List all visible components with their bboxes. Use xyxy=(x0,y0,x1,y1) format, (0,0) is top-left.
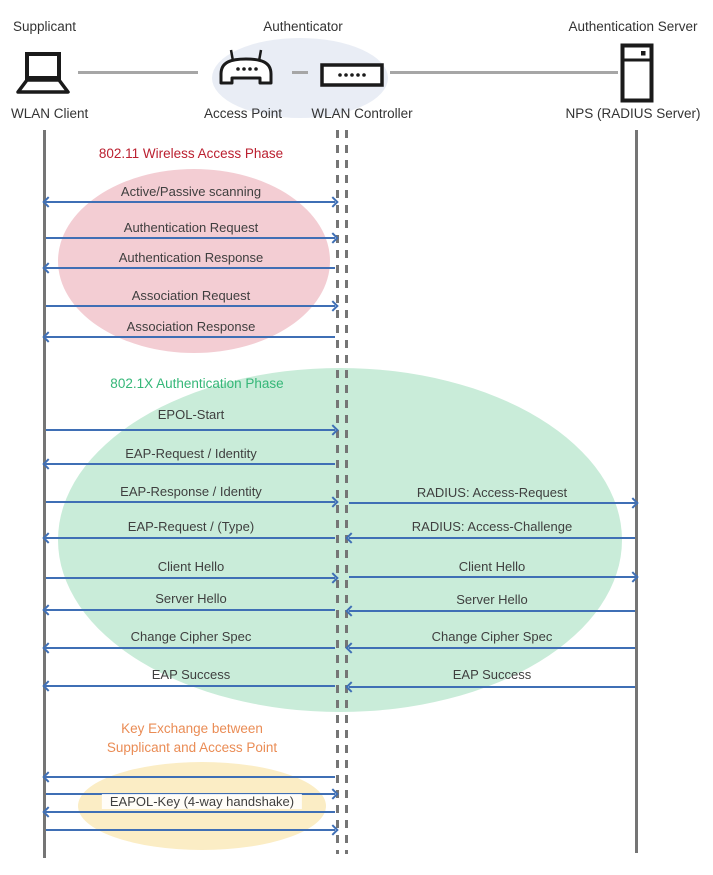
role-label-supplicant: Supplicant xyxy=(13,19,77,34)
message-arrow-right xyxy=(46,237,335,239)
message-arrow-right xyxy=(46,829,335,831)
message-arrow-left xyxy=(46,685,335,687)
message-arrow-both xyxy=(46,201,335,203)
message-arrow-left xyxy=(46,609,335,611)
message-arrow-left xyxy=(46,537,335,539)
message-label: EAP-Request / (Type) xyxy=(127,519,255,534)
role-label-authentication-server: Authentication Server xyxy=(568,19,698,34)
message-label: Change Cipher Spec xyxy=(431,629,553,644)
message-label: Client Hello xyxy=(157,559,225,574)
device-label-nps-radius-server: NPS (RADIUS Server) xyxy=(565,106,701,121)
message-arrow-left xyxy=(46,647,335,649)
message-label: EPOL-Start xyxy=(157,407,225,422)
message-arrow-left xyxy=(349,610,635,612)
lifeline-controller-right xyxy=(345,130,348,854)
message-label: Server Hello xyxy=(456,592,528,607)
device-label-access-point: Access Point xyxy=(203,106,283,121)
phase3-title-line1: Key Exchange between xyxy=(121,721,263,736)
message-label: EAP Success xyxy=(151,667,231,682)
message-arrow-left xyxy=(46,336,335,338)
message-arrow-left xyxy=(349,537,635,539)
phase2-title: 802.1X Authentication Phase xyxy=(110,376,284,391)
message-arrow-right xyxy=(46,577,335,579)
message-label: Change Cipher Spec xyxy=(130,629,252,644)
laptop-icon xyxy=(10,51,76,96)
message-arrow-right xyxy=(349,502,635,504)
connector-line xyxy=(292,71,308,74)
message-label: RADIUS: Access-Challenge xyxy=(411,519,573,534)
message-label: Authentication Response xyxy=(118,250,264,265)
message-label: EAPOL-Key (4-way handshake) xyxy=(102,794,302,809)
message-arrow-left xyxy=(46,776,335,778)
message-label: Authentication Request xyxy=(123,220,259,235)
message-label: Client Hello xyxy=(458,559,526,574)
phase3-title-line2: Supplicant and Access Point xyxy=(106,740,278,755)
message-arrow-right xyxy=(46,429,335,431)
message-arrow-left xyxy=(46,463,335,465)
server-icon xyxy=(620,43,654,103)
message-label: EAP Success xyxy=(452,667,532,682)
role-label-authenticator: Authenticator xyxy=(263,19,343,34)
message-arrow-left xyxy=(349,647,635,649)
phase1-title: 802.11 Wireless Access Phase xyxy=(98,146,284,161)
connector-line xyxy=(78,71,198,74)
message-arrow-right xyxy=(46,501,335,503)
lifeline-wlan-client xyxy=(43,130,46,858)
message-arrow-right xyxy=(46,305,335,307)
message-arrow-left xyxy=(46,811,335,813)
message-arrow-left xyxy=(46,267,335,269)
lifeline-radius-server xyxy=(635,130,638,853)
device-label-wlan-client: WLAN Client xyxy=(11,106,89,121)
connector-line xyxy=(390,71,618,74)
message-label: Association Request xyxy=(131,288,251,303)
switch-icon xyxy=(320,63,384,87)
message-label: Server Hello xyxy=(155,591,227,606)
access-point-icon xyxy=(217,48,275,93)
phase2-ellipse xyxy=(58,368,622,712)
message-label: RADIUS: Access-Request xyxy=(416,485,568,500)
device-label-wlan-controller: WLAN Controller xyxy=(311,106,413,121)
message-arrow-left xyxy=(349,686,635,688)
message-label: Association Response xyxy=(126,319,256,334)
message-label: EAP-Request / Identity xyxy=(125,446,257,461)
message-arrow-right xyxy=(349,576,635,578)
message-label: Active/Passive scanning xyxy=(120,184,262,199)
message-label: EAP-Response / Identity xyxy=(120,484,262,499)
